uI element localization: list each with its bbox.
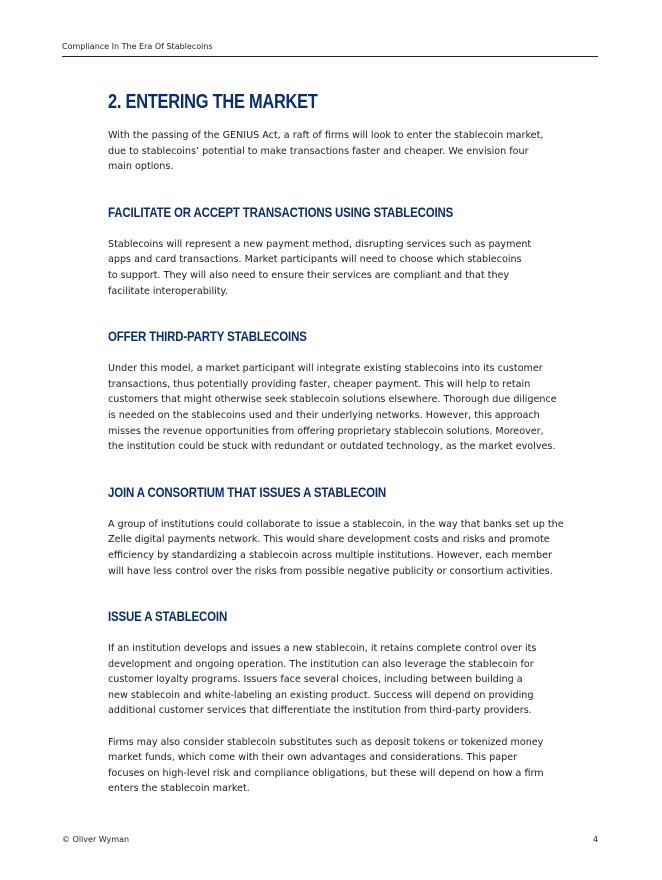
text-line: customers that might otherwise seek stablecoin solutions elsewhere. Thorough due diligence	[108, 394, 557, 406]
text-line: to support. They will also need to ensure their services are compliant and that they	[108, 269, 510, 281]
option-heading-consortium: JOIN A CONSORTIUM THAT ISSUES A STABLECOIN	[108, 483, 387, 500]
text-line: facilitate interoperability.	[108, 285, 228, 297]
text-line: the institution could be stuck with redundant or outdated technology, as the market evolves.	[108, 441, 556, 453]
text-line: transactions, thus potentially providing faster, cheaper payment. This will help to retain	[108, 378, 531, 390]
intro-paragraph	[108, 128, 554, 175]
option-heading-facilitate: FACILITATE OR ACCEPT TRANSACTIONS USING STABLECOINS	[108, 203, 454, 220]
text-line: is needed on the stablecoins used and their underlying networks. However, this approach	[108, 409, 540, 421]
running-header: Compliance In The Era Of Stablecoins	[62, 42, 213, 51]
text-line: apps and card transactions. Market participants will need to choose which stablecoins	[108, 254, 522, 266]
option-paragraph-facilitate	[108, 237, 554, 299]
page-number: 4	[593, 835, 599, 844]
footer-copyright: © Oliver Wyman	[62, 835, 130, 844]
text-line: Zelle digital payments network. This would share development costs and risks and promote	[108, 534, 550, 546]
text-line: Firms may also consider stablecoin substitutes such as deposit tokens or tokenized money	[108, 736, 544, 748]
option-paragraph-issue	[108, 641, 554, 719]
text-line: due to stablecoins’ potential to make transactions faster and cheaper. We envision four	[108, 145, 529, 157]
text-line: If an institution develops and issues a new stablecoin, it retains complete control over its	[108, 643, 537, 655]
text-line: efficiency by standardizing a stablecoin across multiple institutions. However, each member	[108, 549, 552, 561]
option-heading-issue: ISSUE A STABLECOIN	[108, 608, 228, 625]
text-line: customer loyalty programs. Issuers face several choices, including between building a	[108, 674, 523, 686]
text-line: Under this model, a market participant will integrate existing stablecoins into its customer	[108, 363, 543, 375]
option-heading-third-party: OFFER THIRD-PARTY STABLECOINS	[108, 328, 307, 345]
text-line: With the passing of the GENIUS Act, a raft of firms will look to enter the stablecoin market,	[108, 130, 544, 141]
text-line: development and ongoing operation. The institution can also leverage the stablecoin for	[108, 658, 534, 670]
text-line: market funds, which come with their own advantages and considerations. This paper	[108, 752, 518, 764]
section-title: 2. ENTERING THE MARKET	[108, 91, 318, 113]
text-line: enters the stablecoin market.	[108, 783, 250, 795]
text-line: misses the revenue opportunities from offering proprietary stablecoin solutions. Moreover,	[108, 425, 544, 437]
page-content	[108, 89, 564, 797]
text-line: will have less control over the risks from possible negative publicity or consortium activities.	[108, 565, 553, 577]
text-line: A group of institutions could collaborate to issue a stablecoin, in the way that banks set up the	[108, 518, 564, 530]
header-divider	[62, 56, 598, 57]
text-line: main options.	[108, 161, 174, 173]
option-paragraph-third-party	[108, 361, 557, 455]
option-paragraph-consortium	[108, 517, 564, 579]
text-line: new stablecoin and white-labeling an existing product. Success will depend on providing	[108, 689, 534, 701]
text-line: Stablecoins will represent a new payment method, disrupting services such as payment	[108, 238, 532, 250]
text-line: additional customer services that differentiate the institution from third-party providers.	[108, 705, 532, 717]
text-line: focuses on high-level risk and compliance obligations, but these will depend on how a firm	[108, 767, 544, 779]
closing-paragraph	[108, 735, 554, 797]
